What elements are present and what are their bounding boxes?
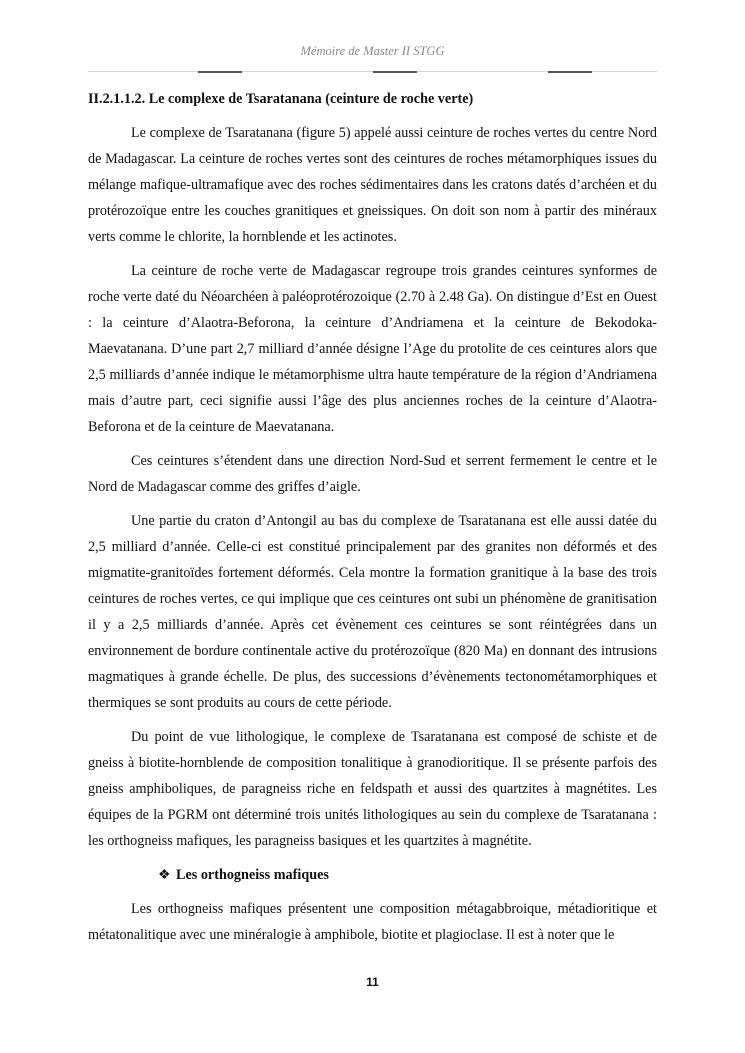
paragraph-extent: Ces ceintures s’étendent dans une direction Nord-Sud et serrent fermement le centre et le Nord de Madagascar comme des griffes d’aigle. xyxy=(88,453,657,495)
document-body xyxy=(88,86,657,956)
page-header: Mémoire de Master II STGG xyxy=(300,44,445,58)
page-number: 11 xyxy=(366,975,379,989)
diamond-bullet-icon: ❖ xyxy=(158,867,171,883)
header-rule-accent-right xyxy=(548,71,592,73)
paragraph-craton: Une partie du craton d’Antongil au bas du complexe de Tsaratanana est elle aussi datée du 2,5 milliard d’année. Celle-ci est constitué principalement par des granites non déformés et des migmatite-granitoïdes fortement déformés. Cela montre la formation granitique à la base des trois ceintures de roches vertes, ce qui implique que ces ceintures ont subi un phénomène de granitisation il y a 2,5 milliards d’année. Après cet évènement ces ceintures se sont réintégrées dans un environnement de bordure continentale active du protérozoïque (820 Ma) en donnant des intrusions magmatiques à grande échelle. De plus, des successions d’évènements tectonométamorphiques et thermiques se sont produits au cours de cette période. xyxy=(88,513,657,711)
subsection-title: Les orthogneiss mafiques xyxy=(176,867,329,883)
paragraph-intro: Le complexe de Tsaratanana (figure 5) appelé aussi ceinture de roches vertes du centre Nord de Madagascar. La ceinture de roches vertes sont des ceintures de roches métamorphiques issues du mélange mafique-ultramafique avec des roches sédimentaires dans les cratons datés d’archéen et du protérozoïque entre les couches granitiques et gneissiques. On doit son nom à partir des minéraux verts comme le chlorite, la hornblende et les actinotes. xyxy=(88,125,657,245)
paragraph-lithology: Du point de vue lithologique, le complexe de Tsaratanana est composé de schiste et de gneiss à biotite-hornblende de composition tonalitique à granodioritique. Il se présente parfois des gneiss amphiboliques, de paragneiss riche en feldspath et aussi des quartzites à magnétites. Les équipes de la PGRM ont déterminé trois unités lithologiques au sein du complexe de Tsaratanana : les orthogneiss mafiques, les paragneiss basiques et les quartzites à magnétite. xyxy=(88,729,657,849)
header-rule-accent-left xyxy=(198,71,242,73)
paragraph-orthogneiss: Les orthogneiss mafiques présentent une composition métagabbroique, métadioritique et métatonalitique avec une minéralogie à amphibole, biotite et plagioclase. Il est à noter que le xyxy=(88,901,657,943)
header-rule-accent-center xyxy=(373,71,417,73)
section-heading: II.2.1.1.2. Le complexe de Tsaratanana (ceinture de roche verte) xyxy=(88,91,474,107)
paragraph-belts: La ceinture de roche verte de Madagascar regroupe trois grandes ceintures synformes de roche verte daté du Néoarchéen à paléoprotérozoique (2.70 à 2.48 Ga). On distingue d’Est en Ouest : la ceinture d’Alaotra-Beforona, la ceinture d’Andriamena et la ceinture de Bekodoka-Maevatanana. D’une part 2,7 milliard d’année désigne l’Age du protolite de ces ceintures alors que 2,5 milliards d’année indique le métamorphisme ultra haute température de la région d’Andriamena mais d’autre part, ceci signifie aussi l’âge des plus anciennes roches de la ceinture d’Alaotra- Beforona et de la ceinture de Maevatanana. xyxy=(88,263,657,435)
subsection-bullet xyxy=(158,862,657,888)
